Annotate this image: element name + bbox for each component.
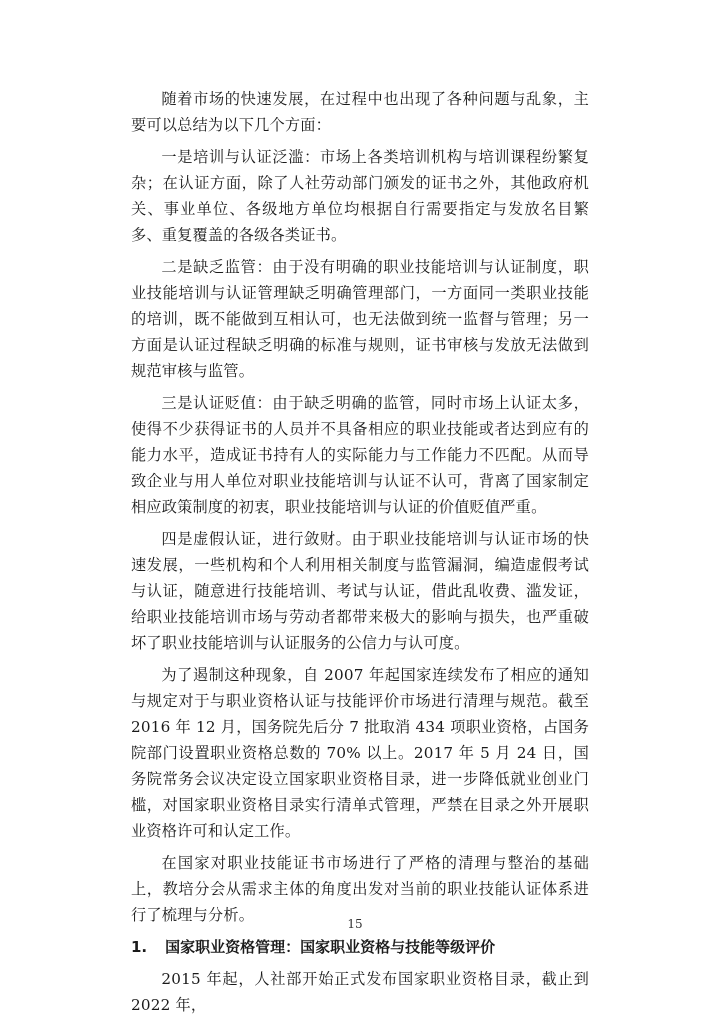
section-heading xyxy=(131,934,589,960)
intro-paragraph: 随着市场的快速发展，在过程中也出现了各种问题与乱象，主要可以总结为以下几个方面： xyxy=(131,90,589,134)
document-body xyxy=(131,86,589,1024)
point-four-paragraph: 四是虚假认证，进行敛财。由于职业技能培训与认证市场的快速发展，一些机构和个人利用相关制度与监管漏洞，编造虚假考试与认证，随意进行技能培训、考试与认证，借此乱收费、滥发证，给职业技能培训市场与劳动者都带来极大的影响与损失，也严重破坏了职业技能培训与认证服务的公信力与认可度。 xyxy=(131,530,589,652)
analysis-paragraph: 在国家对职业技能证书市场进行了严格的清理与整治的基础上，教培分会从需求主体的角度出发对当前的职业技能认证体系进行了梳理与分析。 xyxy=(131,854,589,924)
policy-paragraph: 为了遏制这种现象，自 2007 年起国家连续发布了相应的通知与规定对于与职业资格认证与技能评价市场进行清理与规范。截至 2016 年 12 月，国务院先后分 7 批取消 434 项职业资格，占国务院部门设置职业资格总数的 70% 以上。2017 年 5 月 24 日，国务院常务会议决定设立国家职业资格目录，进一步降低就业创业门槛，对国家职业资格目录实行清单式管理，严禁在目录之外开展职业资格许可和认定工作。 xyxy=(131,666,589,840)
point-two-paragraph: 二是缺乏监管：由于没有明确的职业技能培训与认证制度，职业技能培训与认证管理缺乏明确管理部门，一方面同一类职业技能的培训，既不能做到互相认可，也无法做到统一监督与管理；另一方面是认证过程缺乏明确的标准与规则，证书审核与发放无法做到规范审核与监管。 xyxy=(131,258,589,380)
point-one-paragraph: 一是培训与认证泛滥：市场上各类培训机构与培训课程纷繁复杂；在认证方面，除了人社劳动部门颁发的证书之外，其他政府机关、事业单位、各级地方单位均根据自行需要指定与发放名目繁多、重复覆盖的各级各类证书。 xyxy=(131,148,589,244)
page-number: 15 xyxy=(347,917,363,931)
section-heading-text: 国家职业资格管理：国家职业资格与技能等级评价 xyxy=(165,938,496,956)
point-three-paragraph: 三是认证贬值：由于缺乏明确的监管，同时市场上认证太多，使得不少获得证书的人员并不具备相应的职业技能或者达到应有的能力水平，造成证书持有人的实际能力与工作能力不匹配。从而导致企业与用人单位对职业技能培训与认证不认可，背离了国家制定相应政策制度的初衷，职业技能培训与认证的价值贬值严重。 xyxy=(131,394,589,516)
section-first-paragraph: 2015 年起，人社部开始正式发布国家职业资格目录，截止到 2022 年， xyxy=(131,970,589,1014)
section-heading-number: 1. xyxy=(131,938,148,956)
